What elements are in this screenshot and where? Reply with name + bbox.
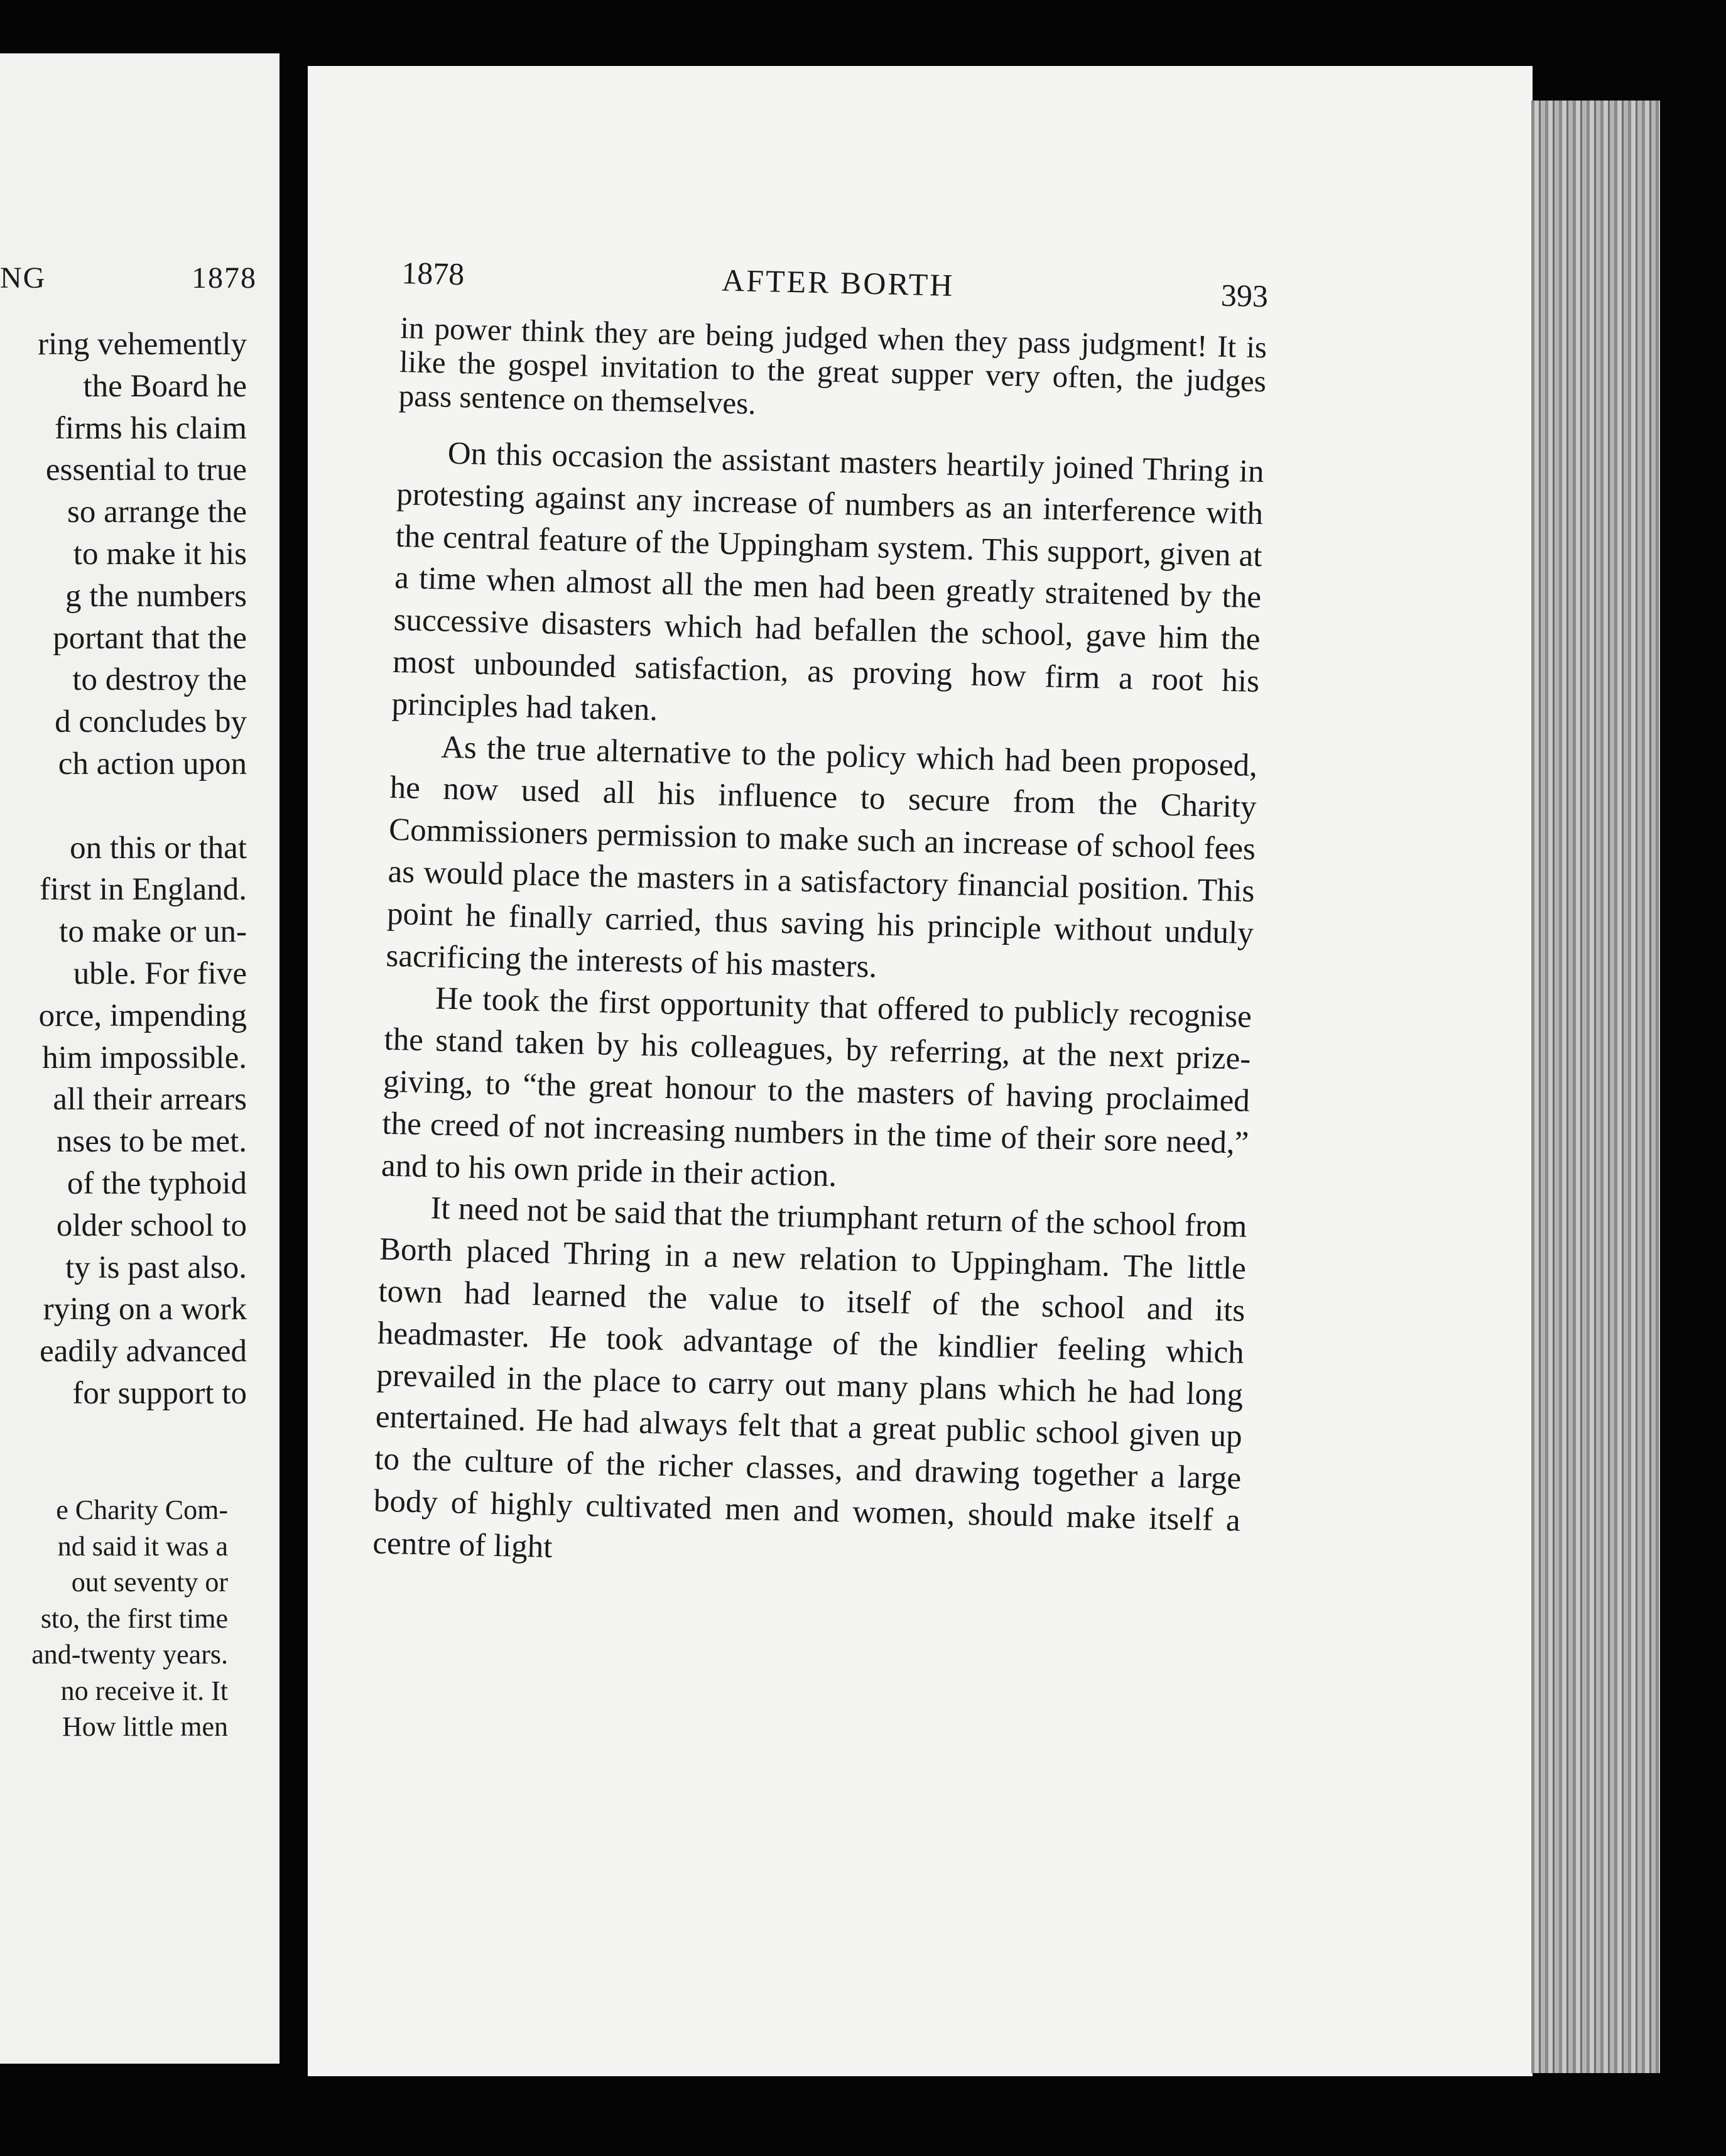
left-line: portant that the bbox=[53, 620, 247, 656]
left-line: and-twenty years. bbox=[31, 1639, 228, 1670]
left-line: to make it his bbox=[73, 536, 247, 572]
left-line: first in England. bbox=[39, 872, 247, 908]
paragraph: in power think they are being judged when they pass judgment! It is like the gospel invitation to the great supper very often, the judges pass sentence on themselves. bbox=[398, 310, 1267, 421]
left-line: orce, impending bbox=[38, 998, 247, 1033]
left-line: ch action upon bbox=[58, 746, 247, 781]
left-line: d concludes by bbox=[55, 704, 247, 740]
left-line: older school to bbox=[56, 1207, 247, 1243]
left-header-fragment: NG bbox=[0, 261, 46, 295]
header-title: AFTER BORTH bbox=[721, 262, 955, 303]
paragraph: As the true alternative to the policy which had been proposed, he now used all his influence to secure from the Charity Commissioners permission to make such an increase of school fees as would place the masters in a satisfactory financial position. This point he finally carried, thus saving his principle without unduly sacrificing the interests of his masters. bbox=[386, 729, 1258, 985]
text-block bbox=[372, 254, 1269, 1584]
left-line: on this or that bbox=[70, 830, 247, 866]
left-line: the Board he bbox=[83, 368, 247, 404]
left-line: all their arrears bbox=[53, 1082, 247, 1118]
header-year: 1878 bbox=[401, 254, 465, 292]
paragraph: It need not be said that the triumphant return of the school from Borth placed Thring in a new relation to Uppingham. The little town had learned the value to itself of the school and its headmaster. He took advantage of the kindlier feeling which prevailed in the place to carry out many plans which he had long entertained. He had always felt that a great public school given up to the culture of the richer classes, and drawing together a large body of highly cultivated men and women, should make itself a centre of light bbox=[372, 1190, 1247, 1565]
left-line: to destroy the bbox=[72, 662, 247, 698]
left-line: so arrange the bbox=[67, 494, 247, 530]
left-page bbox=[0, 53, 280, 2064]
paragraph: He took the first opportunity that offered to publicly recognise the stand taken by his colleagues, by referring, at the next prize-giving, to “the great honour to the masters of having proclaimed the creed of not increasing numbers in the time of their sore need,” and to his own pride in their action. bbox=[381, 981, 1252, 1194]
left-line: eadily advanced bbox=[40, 1334, 247, 1369]
right-page bbox=[308, 66, 1533, 2076]
left-line: rying on a work bbox=[43, 1292, 247, 1327]
left-line: of the typhoid bbox=[67, 1165, 247, 1201]
left-line: ty is past also. bbox=[65, 1250, 247, 1285]
left-line: nses to be met. bbox=[56, 1124, 247, 1160]
left-line: sto, the first time bbox=[40, 1603, 228, 1634]
left-line: to make or un- bbox=[59, 914, 247, 950]
left-line: How little men bbox=[62, 1711, 228, 1742]
left-footnote-lines bbox=[31, 1492, 228, 1745]
left-header-year: 1878 bbox=[192, 261, 257, 295]
left-line: out seventy or bbox=[71, 1567, 228, 1598]
left-line: g the numbers bbox=[65, 578, 247, 614]
left-line: for support to bbox=[72, 1375, 247, 1411]
left-line: uble. For five bbox=[73, 956, 247, 991]
left-line bbox=[38, 785, 247, 827]
left-line: firms his claim bbox=[55, 410, 247, 446]
page-edges bbox=[1531, 101, 1660, 2073]
left-line: e Charity Com- bbox=[56, 1494, 228, 1525]
left-line: ring vehemently bbox=[38, 327, 247, 362]
left-line: nd said it was a bbox=[57, 1530, 228, 1562]
left-line: essential to true bbox=[45, 452, 247, 488]
paragraph: On this occasion the assistant masters heartily joined Thring in protesting against any increase of numbers as an interference with the central feature of the Uppingham system. This support, given at a time when almost all the men had been greatly straitened by the successive disasters which had befallen the school, gave him the most unbounded satisfaction, as proving how firm a root his principles had taken. bbox=[391, 435, 1265, 728]
page-number: 393 bbox=[1220, 277, 1269, 314]
left-text-lines bbox=[38, 324, 247, 1415]
left-line: no receive it. It bbox=[60, 1675, 228, 1706]
left-line: him impossible. bbox=[42, 1040, 247, 1075]
